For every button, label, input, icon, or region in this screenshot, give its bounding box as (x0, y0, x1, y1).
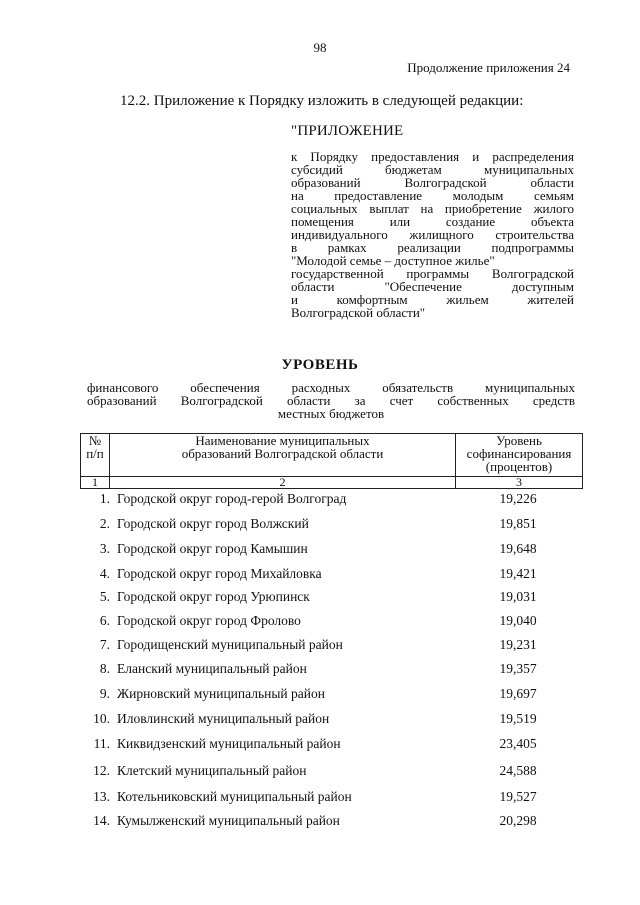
table-row (80, 589, 583, 609)
level-heading: УРОВЕНЬ (281, 357, 359, 373)
header-name-line: образований Волгоградской области (181, 446, 384, 461)
page-number: 98 (313, 40, 327, 55)
row-number: 13. (93, 789, 110, 804)
header-num (81, 434, 110, 477)
row-value: 23,405 (499, 736, 537, 751)
row-number: 1. (99, 491, 110, 506)
header-level-line: (процентов) (485, 459, 553, 474)
appendix-line: "Молодой семье – доступное жилье" (291, 253, 495, 268)
row-name: Городской округ город Камышин (117, 541, 308, 556)
row-number: 12. (93, 763, 110, 778)
row-value: 24,588 (499, 763, 537, 778)
level-subtitle (87, 381, 575, 420)
row-number: 14. (93, 813, 110, 828)
column-number: 3 (456, 477, 583, 489)
appendix-line: и комфортным жильем жителей (291, 292, 574, 307)
column-number: 2 (109, 477, 455, 489)
table-row (80, 736, 583, 756)
table-row (80, 637, 583, 657)
row-name: Киквидзенский муниципальный район (117, 736, 341, 751)
appendix-line: к Порядку предоставления и распределения (291, 149, 574, 164)
header-num-line: п/п (86, 446, 104, 461)
row-name: Городской округ город Урюпинск (117, 589, 310, 604)
table-row (80, 813, 583, 833)
row-value: 19,357 (499, 661, 537, 676)
row-number: 8. (99, 661, 110, 676)
table-row (80, 541, 583, 561)
appendix-line: образований Волгоградской области (291, 175, 574, 190)
row-value: 20,298 (499, 813, 537, 828)
table-row (80, 661, 583, 681)
level-subtitle-line: финансового обеспечения расходных обязательств муниципальных (87, 380, 575, 395)
header-name-line: Наименование муниципальных (195, 433, 370, 448)
appendix-line: Волгоградской области" (291, 305, 426, 320)
row-number: 7. (99, 637, 110, 652)
row-name: Городской округ город Волжский (117, 516, 309, 531)
appendix-line: индивидуального жилищного строительства (291, 227, 574, 242)
row-name: Клетский муниципальный район (117, 763, 307, 778)
table-row (80, 686, 583, 706)
row-name: Котельниковский муниципальный район (117, 789, 352, 804)
row-number: 10. (93, 711, 110, 726)
appendix-title: "ПРИЛОЖЕНИЕ (291, 123, 404, 139)
level-subtitle-line: образований Волгоградской области за счет собственных средств (87, 393, 575, 408)
table-row (80, 566, 583, 586)
row-value: 19,421 (499, 566, 537, 581)
appendix-line: социальных выплат на приобретение жилого (291, 201, 574, 216)
table-row (80, 491, 583, 511)
row-value: 19,519 (499, 711, 537, 726)
row-number: 9. (99, 686, 110, 701)
appendix-line: субсидий бюджетам муниципальных (291, 162, 574, 177)
row-value: 19,031 (499, 589, 537, 604)
table-row (80, 711, 583, 731)
row-value: 19,040 (499, 613, 537, 628)
appendix-line: области "Обеспечение доступным (291, 279, 574, 294)
row-number: 4. (99, 566, 110, 581)
appendix-line: помещения или создание объекта (291, 214, 574, 229)
appendix-line: государственной программы Волгоградской (291, 266, 574, 281)
row-number: 3. (99, 541, 110, 556)
header-level (456, 434, 583, 477)
table-row (80, 789, 583, 809)
column-number: 1 (81, 477, 110, 489)
row-value: 19,697 (499, 686, 537, 701)
row-value: 19,231 (499, 637, 537, 652)
appendix-line: на предоставление молодым семьям (291, 188, 574, 203)
row-name: Городской округ город Фролово (117, 613, 301, 628)
instruction-text: 12.2. Приложение к Порядку изложить в следующей редакции: (120, 93, 524, 109)
row-number: 11. (93, 736, 110, 751)
header-name (109, 434, 455, 477)
table-row (80, 613, 583, 633)
row-value: 19,226 (499, 491, 537, 506)
row-name: Еланский муниципальный район (117, 661, 307, 676)
row-name: Иловлинский муниципальный район (117, 711, 330, 726)
row-number: 6. (99, 613, 110, 628)
row-name: Городищенский муниципальный район (117, 637, 343, 652)
table-row (80, 763, 583, 783)
row-number: 5. (99, 589, 110, 604)
row-value: 19,851 (499, 516, 537, 531)
row-number: 2. (99, 516, 110, 531)
row-name: Жирновский муниципальный район (117, 686, 325, 701)
row-name: Городской округ город-герой Волгоград (117, 491, 347, 506)
level-subtitle-line: местных бюджетов (277, 406, 385, 421)
table-row (80, 516, 583, 536)
appendix-line: в рамках реализации подпрограммы (291, 240, 574, 255)
header-level-line: софинансирования (466, 446, 572, 461)
row-value: 19,648 (499, 541, 537, 556)
row-name: Городской округ город Михайловка (117, 566, 322, 581)
table-header (80, 433, 583, 489)
continuation-note: Продолжение приложения 24 (407, 60, 570, 75)
header-level-line: Уровень (496, 433, 542, 448)
row-name: Кумылженский муниципальный район (117, 813, 340, 828)
appendix-body (291, 150, 574, 319)
row-value: 19,527 (499, 789, 537, 804)
header-num-line: № (88, 433, 102, 448)
